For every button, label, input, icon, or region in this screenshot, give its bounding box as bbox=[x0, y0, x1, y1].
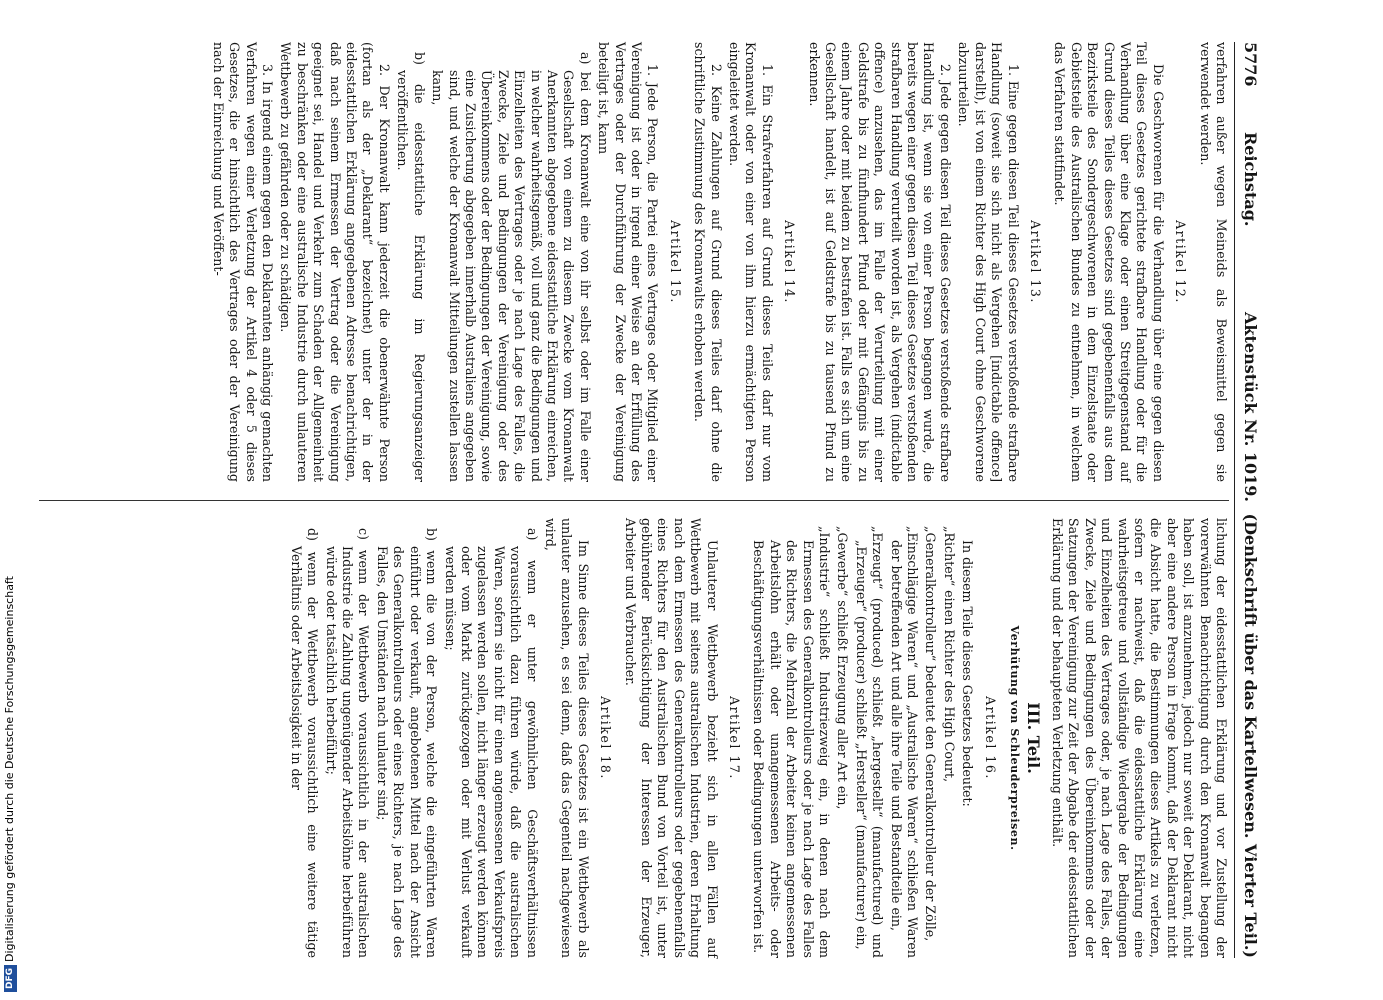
article-16-heading: Artikel 16. bbox=[982, 696, 998, 780]
text-columns bbox=[25, 42, 1229, 958]
article-18-intro: Im Sinne dieses Teiles dieses Gesetzes ist ein Wettbewerb als unlauter anzusehen, es sei denn, daß das Gegenteil nachgewiesen wird, bbox=[542, 518, 591, 958]
article-18-item-a: a) wenn er unter gewöhnlichen Geschäftsverhältnissen voraussichtlich dazu führen würde, daß die australischen Waren, sofern sie nicht für einen angemessenen Verkaufspreis zugelassen werden sollen, nicht länger erzeugt werden können oder vom Markt zurückgezogen oder mit Verlust verkauft werden müssen; bbox=[442, 528, 540, 958]
article-16-intro: In diesem Teile dieses Gesetzes bedeutet: bbox=[960, 540, 976, 807]
page-number: 5776 bbox=[1241, 42, 1260, 87]
article-17-heading: Artikel 17. bbox=[727, 696, 743, 780]
digitization-credit: Digitalisierung gefördert durch die Deutsche Forschungsgemeinschaft bbox=[3, 576, 16, 962]
paragraph-continued: lichung der eidesstattlichen Erklärung und vor Zustellung der vorerwähnten Benachrichtigung durch den Kronanwalt begangen haben soll, ist anzunehmen, jedoch nur soweit der Deklarant, nicht aber eine andere Person in Frage kommt, daß der Deklarant nicht die Absicht hatte, die Bestimmungen dieses Artikels zu verletzen, sofern er nachweist, daß die eidesstattliche Erklärung eine wahrheitsgetreue und vollständige Wiedergabe der Bedingungen und Einzelheiten des Vertrages oder, je nach Lage des Falles, der Zwecke, Ziele und Bedingungen des Übereinkommens oder der Satzungen der Vereinigung zur Zeit der Abgabe der eidesstattlichen Erklärung und der behaupteten Verletzung enthält. bbox=[1049, 518, 1229, 958]
part-title: III. Teil. bbox=[1023, 702, 1043, 774]
right-column bbox=[285, 518, 1229, 958]
article-15-paragraph-3: 3. In irgend einem gegen den Deklaranten anhängig gemachten Verfahren wegen einer Verletzung der Artikel 4 oder 5 dieses Gesetzes, die er hinsichtlich des Vertrages oder der Vereinigung nach der Einreichung und Veröffent- bbox=[210, 42, 276, 482]
article-15-item-a: a) bei dem Kronanwalt eine von ihr selbst oder im Falle einer Gesellschaft von einem zu diesem Zwecke vom Kronanwalt Anerkannten abgegebene eidesstattliche Erklärung einreichen, in welcher wahrheitsgemäß, voll und ganz die Bedingungen und Einzelheiten des Vertrages oder je nach Lage des Falles, die Zwecke, Ziele und Bedingungen der Vereinigung oder des Übereinkommens oder der Bedingungen der Vereinigung, sowie eine Zusicherung abgegeben innerhalb Australiens angegeben sind, und welche der Kronanwalt Mitteilungen zustellen lassen kann, bbox=[430, 52, 593, 482]
article-13-heading: Artikel 13. bbox=[1027, 220, 1043, 304]
document-subject: (Denkschrift über das Kartellwesen. Vierter Teil.) bbox=[1241, 513, 1260, 958]
definition-gewerbe: „Gewerbe“ schließt Erzeugung aller Art ein, bbox=[835, 526, 851, 810]
left-column bbox=[207, 42, 1229, 482]
definition-erzeugt: „Erzeugt“ (produced) schließt „hergestellt“ (manufactured) und „Erzeuger“ (producer) schließt „Hersteller“ (manufacturer) ein, bbox=[853, 526, 886, 958]
part-subtitle: Verhütung von Schleuderpreisen. bbox=[1008, 625, 1022, 851]
article-15-heading: Artikel 15. bbox=[667, 220, 683, 304]
definition-generalkontrolleur: „Generalkontrolleur“ bedeutet den Generalkontrolleur der Zölle, bbox=[923, 526, 939, 942]
issue-number: Aktenstück Nr. 1019. bbox=[1241, 312, 1260, 502]
article-15-item-b: b) die eidesstattliche Erklärung im Regierungsanzeiger veröffentlichen. bbox=[395, 52, 427, 482]
definition-waren: „Einschlägige Waren“ und „Australische Waren“ schließen Waren der betreffenden Art und alle ihre Teile und Bestandteile ein, bbox=[888, 526, 921, 958]
article-18-item-c: c) wenn der Wettbewerb voraussichtlich in der australischen Industrie die Zahlung ungenügender Arbeitslöhne herbeiführen würde oder tatsächlich herbeiführt; bbox=[323, 528, 372, 958]
article-14-paragraph-1: 1. Ein Strafverfahren auf Grund dieses Teiles darf nur vom Kronanwalt oder von einer von ihm hierzu ermächtigten Person eingeleitet werden. bbox=[727, 42, 775, 482]
article-17-text: Unlauterer Wettbewerb bezieht sich in allen Fällen auf Wettbewerb mit seitens australischen Industrien, deren Erhaltung nach dem Ermessen des Generalkontrolleurs oder gegebenenfalls eines Richters für den Australischen Bund von Vorteil ist, unter gebührender Berücksichtigung der Interessen der Erzeuger, Arbeiter und Verbraucher. bbox=[622, 518, 720, 958]
article-14-heading: Artikel 14. bbox=[782, 220, 798, 304]
page-header bbox=[1234, 42, 1263, 958]
rotated-gazette-page bbox=[5, 0, 1295, 1000]
paragraph-intro: verfahren außer wegen Meineids als Beweismittel gegen sie verwendet werden. bbox=[1197, 42, 1229, 482]
definition-richter: „Richter“ einen Richter des High Court, bbox=[941, 526, 957, 783]
article-12-text: Die Geschworenen für die Verhandlung über eine gegen diesen Teil dieses Gesetzes gerichtete strafbare Handlung oder für die Verhandlung über eine Klage oder einen Streitgegenstand auf Grund dieses Teiles dieses Gesetzes sind gegebenenfalls aus dem Bezirksteile des Sondergeschworenen in dem Einzelstaate oder Gebietsteile des Australischen Bundes zu entnehmen, in welchem das Verfahren stattfindet. bbox=[1052, 42, 1166, 482]
article-18-item-b: b) wenn die von der Person, welche die eingeführten Waren einführt oder verkauft, angebotenen Mittel nach der Ansicht des Generalkontrolleurs oder eines Richters, je nach Lage des Falles, den Umständen nach unlauter sind; bbox=[374, 528, 440, 958]
article-13-paragraph-2: 2. Jede gegen diesen Teil dieses Gesetzes verstoßende strafbare Handlung ist, wenn sie von einer Person begangen wurde, die bereits wegen einer gegen diesen Teil dieses Gesetzes verstoßenden strafbaren Handlung verurteilt worden ist, als Vergehen (indictable offence) anzusehen, das im Falle der Verurteilung mit einer Geldstrafe bis zu fünfhundert Pfund oder mit Gefängnis bis zu einem Jahre oder mit beidem zu bestrafen ist. Falls es sich um eine Gesellschaft handelt, ist auf Geldstrafe bis zu tausend Pfund zu erkennen. bbox=[806, 42, 953, 482]
column-divider bbox=[39, 500, 1229, 501]
article-13-paragraph-1: 1. Eine gegen diesen Teil dieses Gesetzes verstoßende strafbare Handlung (soweit sie sich nicht als Vergehen [indictable offence] darstellt), ist von einem Richter des High Court ohne Geschworene abzuurteilen. bbox=[956, 42, 1021, 482]
definition-industrie: „Industrie“ schließt Industriezweig ein, in denen nach dem Ermessen des Generalkontrolleurs oder je nach Lage des Falles des Richters, die Mehrzahl der Arbeiter keinen angemessenen Arbeitslohn erhält oder unangemessenen Arbeits- oder Beschäftigungsverhältnissen oder Bedingungen unterworfen ist. bbox=[751, 526, 833, 958]
dfg-logo: DFG bbox=[4, 965, 17, 992]
article-12-heading: Artikel 12. bbox=[1173, 220, 1189, 304]
article-15-paragraph-1: 1. Jede Person, die Partei eines Vertrages oder Mitglied einer Vereinigung ist oder in irgend einer Weise an der Erfüllung des Vertrages oder der Durchführung der Zwecke der Vereinigung beteiligt ist, kann bbox=[596, 42, 661, 482]
article-18-heading: Artikel 18. bbox=[598, 696, 614, 780]
digitization-footer bbox=[2, 0, 18, 1000]
gazette-title: Reichstag. bbox=[1241, 132, 1260, 227]
article-18-item-d: d) wenn der Wettbewerb voraussichtlich eine weitere tätige Verhältnis oder Arbeitslosigkeit in der bbox=[288, 528, 321, 958]
article-14-paragraph-2: 2. Keine Zahlungen auf Grund dieses Teiles darf ohne die schriftliche Zustimmung des Kronanwalts erhoben werden. bbox=[692, 42, 724, 482]
article-15-paragraph-2: 2. Der Kronanwalt kann jederzeit die obenerwähnte Person (fortan als der „Deklarant“ bezeichnet) unter der in der eidesstattlichen Erklärung angegebenen Adresse benachrichtigen, daß nach seinem Ermessen der Vertrag oder die Vereinigung geeignet sei, Handel und Verkehr zum Schaden der Allgemeinheit zu beschränken oder eine australische Industrie durch unlauteren Wettbewerb zu gefährden oder zu schädigen. bbox=[278, 42, 392, 482]
